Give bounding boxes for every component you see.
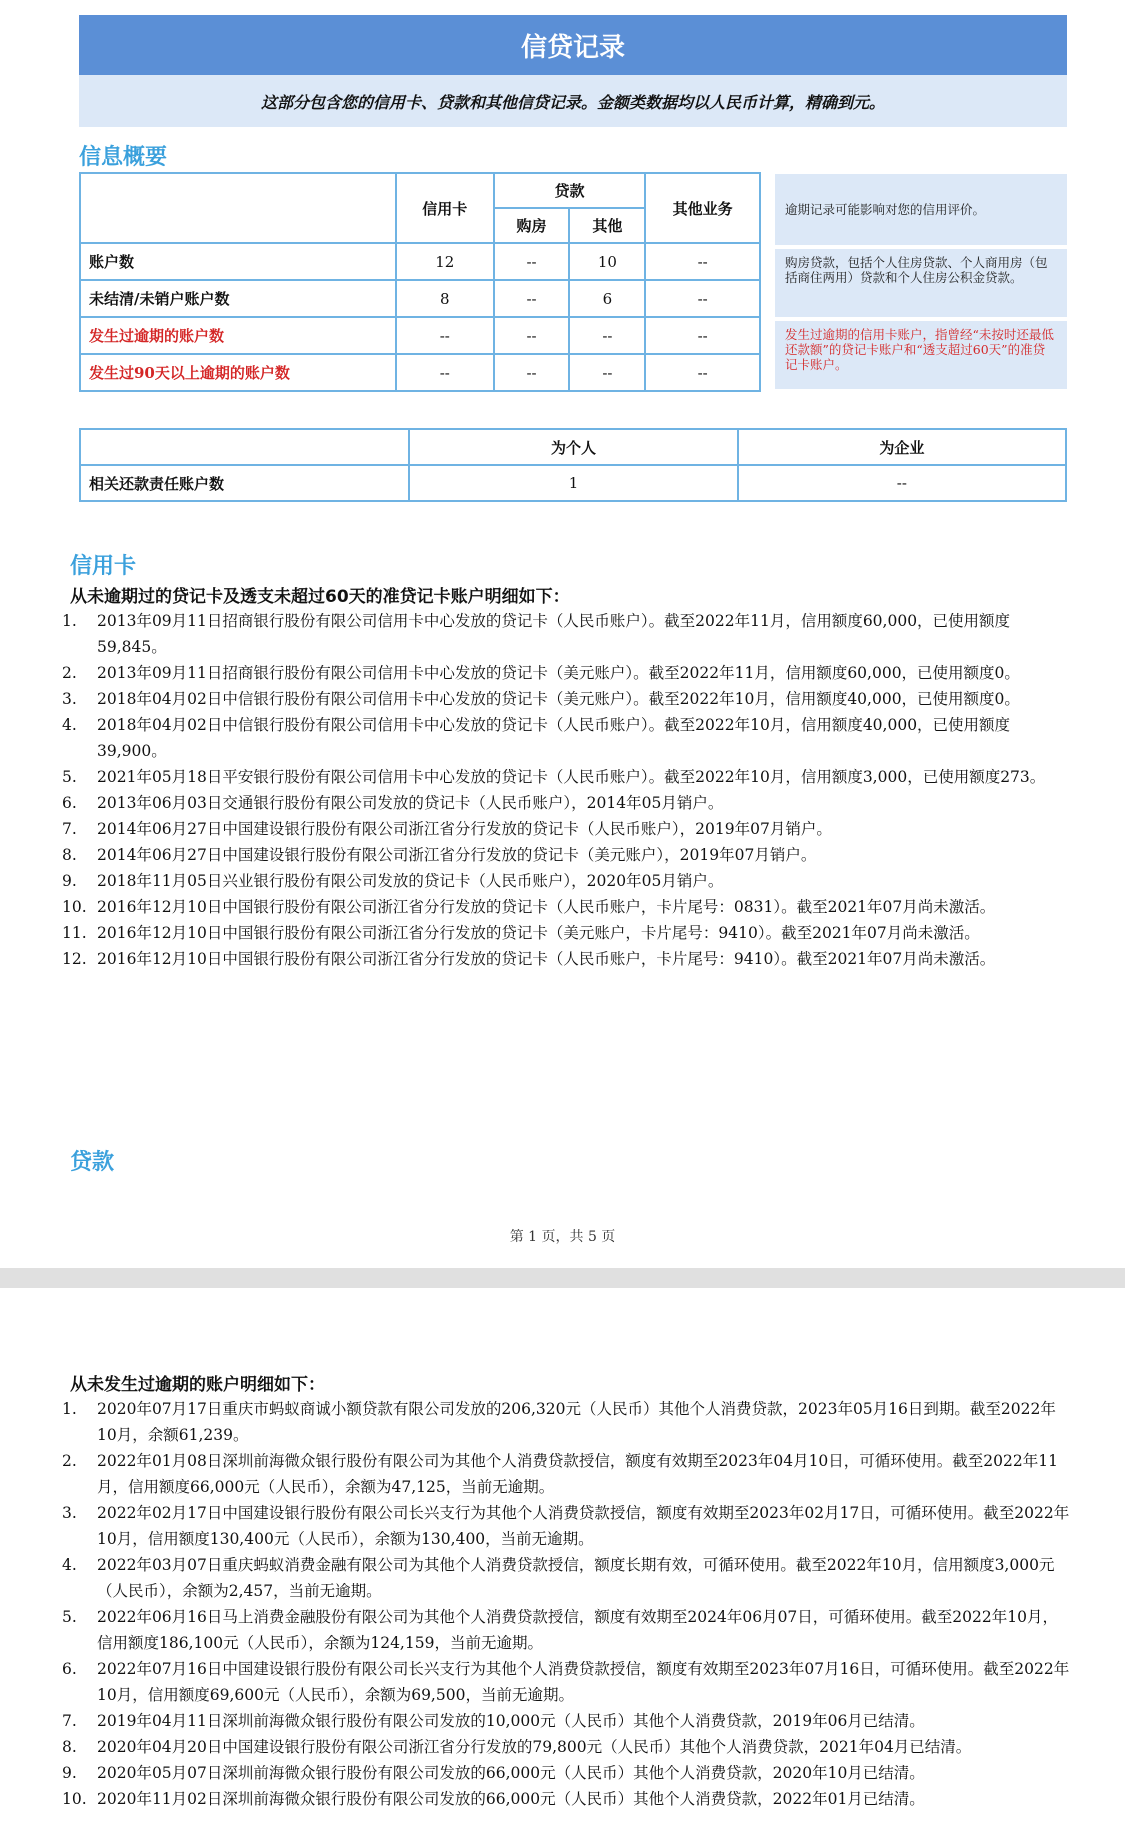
section-description [79, 75, 1067, 127]
list-item [62, 816, 1072, 842]
item-text: 2018年04月02日中信银行股份有限公司信用卡中心发放的贷记卡（人民币账户）。截至2022年10月，信用额度40,000，已使用额度39,900。 [97, 716, 1011, 760]
item-number: 5. [62, 768, 77, 786]
row-label: 发生过逾期的账户数 [80, 317, 396, 354]
list-item [62, 608, 1072, 660]
item-number: 3. [62, 1504, 77, 1522]
item-number: 1. [62, 612, 77, 630]
item-text: 2016年12月10日中国银行股份有限公司浙江省分行发放的贷记卡（人民币账户，卡片尾号：0831）。截至2021年07月尚未激活。 [97, 898, 996, 916]
list-item [62, 1786, 1072, 1812]
list-item [62, 894, 1072, 920]
item-text: 2022年01月08日深圳前海微众银行股份有限公司为其他个人消费贷款授信，额度有效期至2023年04月10日，可循环使用。截至2022年11月，信用额度66,000元（人民币），余额为47,125，当前无逾期。 [97, 1452, 1058, 1496]
cell-value: -- [494, 354, 570, 391]
list-item [62, 712, 1072, 764]
list-item [62, 1604, 1072, 1656]
list-item [62, 686, 1072, 712]
note-text: 购房贷款，包括个人住房贷款、个人商用房（包括商住两用）贷款和个人住房公积金贷款。 [785, 255, 1048, 285]
list-item [62, 920, 1072, 946]
section-title: 信贷记录 [520, 32, 625, 63]
item-number: 6. [62, 794, 77, 812]
list-item [62, 842, 1072, 868]
cell-value: 6 [569, 280, 645, 317]
credit-card-list [62, 608, 1072, 972]
item-number: 9. [62, 1764, 77, 1782]
row-label: 未结清/未销户账户数 [80, 280, 396, 317]
item-text: 2014年06月27日中国建设银行股份有限公司浙江省分行发放的贷记卡（人民币账户），2019年07月销户。 [97, 820, 832, 838]
page-footer: 第 1 页，共 5 页 [509, 1229, 616, 1245]
table-row [80, 354, 760, 391]
item-text: 2022年06月16日马上消费金融股份有限公司为其他个人消费贷款授信，额度有效期至2024年06月07日，可循环使用。截至2022年10月，信用额度186,100元（人民币），余额为124,159，当前无逾期。 [97, 1608, 1058, 1652]
section-description-text: 这部分包含您的信用卡、贷款和其他信贷记录。金额类数据均以人民币计算，精确到元。 [260, 92, 885, 112]
page-separator [0, 1268, 1125, 1288]
item-number: 3. [62, 690, 77, 708]
loan-list [62, 1396, 1072, 1812]
col-loan-house: 购房 [494, 208, 570, 243]
cell-value: -- [569, 354, 645, 391]
report-page-2 [0, 1288, 1125, 1831]
credit-card-heading: 信用卡 [70, 554, 137, 579]
item-text: 2020年05月07日深圳前海微众银行股份有限公司发放的66,000元（人民币）其他个人消费贷款，2020年10月已结清。 [97, 1764, 925, 1782]
item-text: 2013年09月11日招商银行股份有限公司信用卡中心发放的贷记卡（人民币账户）。截至2022年11月，信用额度60,000，已使用额度59,845。 [97, 612, 1011, 656]
cell-value: -- [494, 243, 570, 280]
item-number: 10. [62, 898, 87, 916]
list-item [62, 1708, 1072, 1734]
item-number: 8. [62, 846, 77, 864]
note-overdue-card [775, 321, 1067, 389]
list-item [62, 790, 1072, 816]
list-item [62, 1734, 1072, 1760]
cell-value: -- [645, 317, 760, 354]
loan-heading: 贷款 [70, 1150, 115, 1175]
item-number: 4. [62, 1556, 77, 1574]
item-number: 9. [62, 872, 77, 890]
cell-value: 1 [409, 465, 737, 501]
item-number: 2. [62, 1452, 77, 1470]
note-overdue [775, 174, 1067, 245]
list-item [62, 660, 1072, 686]
item-number: 5. [62, 1608, 77, 1626]
note-house-loan [775, 249, 1067, 317]
item-text: 2022年03月07日重庆蚂蚁消费金融有限公司为其他个人消费贷款授信，额度长期有效，可循环使用。截至2022年10月，信用额度3,000元（人民币），余额为2,457，当前无逾期。 [97, 1556, 1055, 1600]
table-row [80, 280, 760, 317]
col-credit-card: 信用卡 [396, 173, 494, 243]
item-number: 8. [62, 1738, 77, 1756]
cell-value: -- [738, 465, 1066, 501]
item-text: 2014年06月27日中国建设银行股份有限公司浙江省分行发放的贷记卡（美元账户），2019年07月销户。 [97, 846, 817, 864]
item-text: 2019年04月11日深圳前海微众银行股份有限公司发放的10,000元（人民币）其他个人消费贷款，2019年06月已结清。 [97, 1712, 925, 1730]
item-text: 2016年12月10日中国银行股份有限公司浙江省分行发放的贷记卡（美元账户，卡片尾号：9410）。截至2021年07月尚未激活。 [97, 924, 980, 942]
cell-value: -- [645, 243, 760, 280]
item-number: 1. [62, 1400, 77, 1418]
list-item [62, 1552, 1072, 1604]
item-text: 2020年04月20日中国建设银行股份有限公司浙江省分行发放的79,800元（人民币）其他个人消费贷款，2021年04月已结清。 [97, 1738, 972, 1756]
item-number: 7. [62, 1712, 77, 1730]
cell-value: 12 [396, 243, 494, 280]
row-label: 相关还款责任账户数 [80, 465, 409, 501]
cell-value: -- [494, 280, 570, 317]
item-text: 2013年09月11日招商银行股份有限公司信用卡中心发放的贷记卡（美元账户）。截至2022年11月，信用额度60,000，已使用额度0。 [97, 664, 1020, 682]
note-text: 逾期记录可能影响对您的信用评价。 [785, 202, 986, 217]
cell-value: 10 [569, 243, 645, 280]
list-item [62, 1500, 1072, 1552]
item-number: 10. [62, 1790, 87, 1808]
item-text: 2022年07月16日中国建设银行股份有限公司长兴支行为其他个人消费贷款授信，额度有效期至2023年07月16日，可循环使用。截至2022年10月，信用额度69,600元（人民币），余额为69,500，当前无逾期。 [97, 1660, 1070, 1704]
item-text: 2020年07月17日重庆市蚂蚁商诚小额贷款有限公司发放的206,320元（人民币）其他个人消费贷款，2023年05月16日到期。截至2022年10月，余额61,239。 [97, 1400, 1056, 1444]
item-number: 4. [62, 716, 77, 734]
item-number: 7. [62, 820, 77, 838]
cell-value: 8 [396, 280, 494, 317]
note-text: 发生过逾期的信用卡账户，指曾经“未按时还最低还款额”的贷记卡账户和“透支超过60天”的准贷记卡账户。 [785, 327, 1054, 372]
overview-table [79, 172, 761, 392]
list-item [62, 1448, 1072, 1500]
item-text: 2018年04月02日中信银行股份有限公司信用卡中心发放的贷记卡（美元账户）。截至2022年10月，信用额度40,000，已使用额度0。 [97, 690, 1020, 708]
list-item [62, 1396, 1072, 1448]
list-item [62, 1760, 1072, 1786]
item-text: 2021年05月18日平安银行股份有限公司信用卡中心发放的贷记卡（人民币账户）。截至2022年10月，信用额度3,000，已使用额度273。 [97, 768, 1046, 786]
item-text: 2022年02月17日中国建设银行股份有限公司长兴支行为其他个人消费贷款授信，额度有效期至2023年02月17日，可循环使用。截至2022年10月，信用额度130,400元（人民币），余额为130,400，当前无逾期。 [97, 1504, 1070, 1548]
col-loan-other: 其他 [569, 208, 645, 243]
item-number: 6. [62, 1660, 77, 1678]
loan-list-heading: 从未发生过逾期的账户明细如下： [70, 1375, 325, 1395]
item-text: 2016年12月10日中国银行股份有限公司浙江省分行发放的贷记卡（人民币账户，卡片尾号：9410）。截至2021年07月尚未激活。 [97, 950, 996, 968]
item-number: 12. [62, 950, 87, 968]
col-personal: 为个人 [409, 429, 737, 465]
list-item [62, 946, 1072, 972]
row-label: 发生过90天以上逾期的账户数 [80, 354, 396, 391]
list-item [62, 764, 1072, 790]
item-text: 2013年06月03日交通银行股份有限公司发放的贷记卡（人民币账户），2014年05月销户。 [97, 794, 724, 812]
cell-value: -- [645, 280, 760, 317]
row-label: 账户数 [80, 243, 396, 280]
cell-value: -- [569, 317, 645, 354]
section-title-bar [79, 15, 1067, 75]
list-item [62, 868, 1072, 894]
overview-heading: 信息概要 [79, 145, 168, 170]
item-text: 2020年11月02日深圳前海微众银行股份有限公司发放的66,000元（人民币）其他个人消费贷款，2022年01月已结清。 [97, 1790, 925, 1808]
cell-value: -- [645, 354, 760, 391]
table-row [80, 243, 760, 280]
item-number: 2. [62, 664, 77, 682]
guarantee-table [79, 428, 1067, 502]
overview-corner-cell [80, 173, 396, 243]
table-row [80, 465, 1066, 501]
item-number: 11. [62, 924, 87, 942]
cell-value: -- [396, 354, 494, 391]
credit-card-list-heading: 从未逾期过的贷记卡及透支未超过60天的准贷记卡账户明细如下： [70, 587, 570, 607]
guarantee-corner-cell [80, 429, 409, 465]
item-text: 2018年11月05日兴业银行股份有限公司发放的贷记卡（人民币账户），2020年05月销户。 [97, 872, 724, 890]
list-item [62, 1656, 1072, 1708]
col-other-business: 其他业务 [645, 173, 760, 243]
cell-value: -- [494, 317, 570, 354]
table-row [80, 317, 760, 354]
cell-value: -- [396, 317, 494, 354]
col-loan: 贷款 [494, 173, 646, 208]
col-enterprise: 为企业 [738, 429, 1066, 465]
